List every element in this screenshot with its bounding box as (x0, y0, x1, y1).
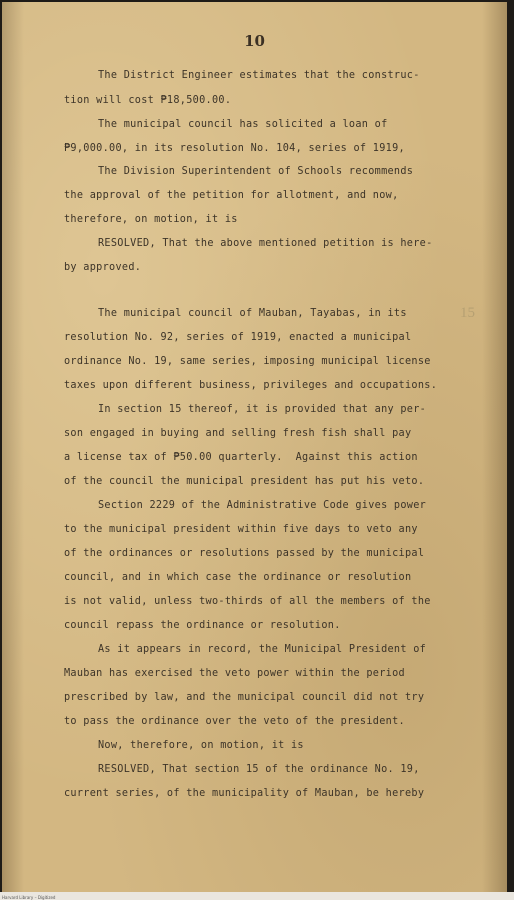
footer-strip (0, 892, 514, 900)
text-line: Now, therefore, on motion, it is (98, 740, 304, 751)
text-line: The municipal council has solicited a loan of (98, 119, 388, 130)
text-line: of the council the municipal president has put his veto. (64, 476, 425, 487)
text-line: by approved. (64, 262, 142, 273)
text-line: council, and in which case the ordinance or resolution (64, 572, 412, 583)
text-line: RESOLVED, That the above mentioned petition is here- (98, 238, 433, 249)
text-line: therefore, on motion, it is (64, 214, 238, 225)
text-line: tion will cost ₱18,500.00. (64, 95, 232, 106)
text-line: The municipal council of Mauban, Tayabas, in its (98, 308, 407, 319)
text-line: resolution No. 92, series of 1919, enacted a municipal (64, 332, 412, 343)
text-line: The District Engineer estimates that the construc- (98, 70, 420, 81)
text-line: of the ordinances or resolutions passed by the municipal (64, 548, 425, 559)
text-line: The Division Superintendent of Schools recommends (98, 166, 414, 177)
page-number: 10 (244, 32, 265, 50)
text-line: In section 15 thereof, it is provided that any per- (98, 404, 427, 415)
text-line: taxes upon different business, privileges and occupations. (64, 380, 438, 391)
text-line: As it appears in record, the Municipal President of (98, 644, 427, 655)
text-line: is not valid, unless two-thirds of all the members of the (64, 596, 431, 607)
footer-text: Harvard Library – Digitized (2, 895, 56, 900)
text-line: current series, of the municipality of Mauban, be hereby (64, 788, 425, 799)
text-line: RESOLVED, That section 15 of the ordinance No. 19, (98, 764, 420, 775)
text-line: Section 2229 of the Administrative Code gives power (98, 500, 427, 511)
text-line: Mauban has exercised the veto power within the period (64, 668, 405, 679)
text-line: to the municipal president within five days to veto any (64, 524, 418, 535)
margin-note: 15 (460, 305, 475, 321)
text-line: prescribed by law, and the municipal council did not try (64, 692, 425, 703)
text-line: ₱9,000.00, in its resolution No. 104, series of 1919, (64, 143, 405, 154)
text-line: to pass the ordinance over the veto of the president. (64, 716, 405, 727)
text-line: ordinance No. 19, same series, imposing municipal license (64, 356, 431, 367)
text-line: son engaged in buying and selling fresh fish shall pay (64, 428, 412, 439)
text-line: the approval of the petition for allotment, and now, (64, 190, 399, 201)
text-line: a license tax of ₱50.00 quarterly. Against this action (64, 452, 418, 463)
document-page (2, 2, 507, 892)
text-line: council repass the ordinance or resolution. (64, 620, 341, 631)
